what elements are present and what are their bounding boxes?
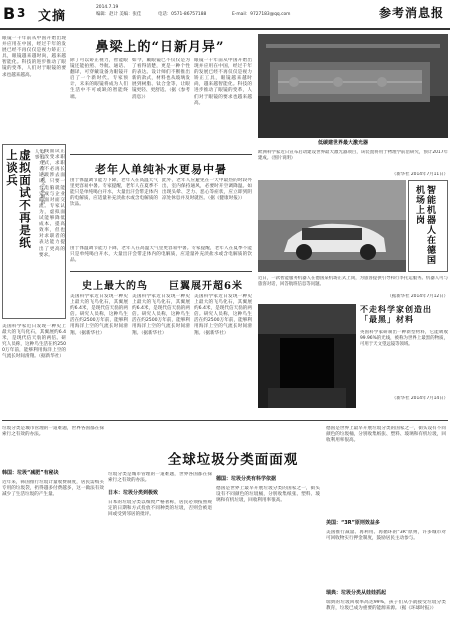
photo1-caption-title: 低碳建世界最大激光器 <box>318 140 369 146</box>
section-title: 文摘 <box>38 9 67 24</box>
story3-headline: 史上最大的鸟 <box>82 281 148 292</box>
story4-intro: 垃圾分类是城市管理的一道难题，世界各国都在探索行之有效的办法。 <box>108 472 212 484</box>
story4-headline: 全球垃圾分类面面观 <box>167 452 299 468</box>
story3-col0: 美国科学家近日发现一种史上最大的飞鸟化石，其翼展约6.4米，是现代信天翁的两倍。研究人员称，这种鸟生活在约2500万年前，能够利用海洋上空的气流长时间滑翔。（据新华社） <box>2 324 66 360</box>
story4-sub1: 日本：垃圾分类到极致 <box>108 490 159 496</box>
story2-body3: 由于体温调节能力下降，老年人在高温天气里更容易中暑。专家提醒，老年人在夏季不能只是单纯喝白开水，大量出汗会带走体内的电解质，应适量补充淡盐水或含电解质的饮品。 <box>70 246 252 264</box>
editor-line: 编辑：赵计 美编：张佳 <box>96 12 142 17</box>
story4-body-top: 德国是世界上最早开展垃圾分类的国家之一，街头设有不同颜色的垃圾桶，分别收集纸张、塑料、玻璃和有机垃圾，回收利用率很高。 <box>326 426 446 444</box>
story2-body1: 由于体温调节能力下降，老年人在高温天气里更容易中暑。专家提醒，老年人在夏季不能只是单纯喝白开水，大量出汗会带走体内的电解质，应适量补充淡盐水或含电解质的饮品。 <box>70 178 158 208</box>
sidebar-body: 在线面试正在改变求职方式，求职者不必再长途跋涉去面试，只要一台电脑就能完成与企业的面对面交流。专家认为，虚拟面试能够降低成本、提高效率，但也对求职者的表达能力提出了更高的要求。 <box>39 149 65 258</box>
sidebar-title-lead: 以往老年人或不起眼的人事 <box>34 149 45 205</box>
divider <box>70 271 252 272</box>
sidebar-box <box>2 144 66 319</box>
lower-left-subhead: 韩国：垃圾“减肥”有秘诀 <box>2 470 59 476</box>
story4-sub2: 德国：垃圾分类有科学依据 <box>216 476 277 482</box>
story4-sub3: 美国：“3R”原则效益多 <box>326 520 380 526</box>
photo2-caption: 近日，一款智能服务机器人在德国某机场正式上岗，为旅客提供引导和行李托运服务。机器人可与旅客对话，回答航班信息等问题。 <box>258 276 448 287</box>
robot-photo <box>258 180 406 272</box>
masthead <box>0 0 450 30</box>
photo1-caption: 欧洲科学家近日宣布启动建设世界最大激光器项目，该装置将用于物理学前沿研究，预计2017年建成。（图片说明） <box>258 150 448 161</box>
story4-body1: 日本的垃圾分类以细致严格著称，居民必须按照规定的日期和方式投放不同种类的垃圾，否则会被退回或受到邻居的批评。 <box>108 500 212 518</box>
divider <box>2 420 448 421</box>
story3-col1: 美国科学家近日发现一种史上最大的飞鸟化石，其翼展约6.4米，是现代信天翁的两倍。研究人员称，这种鸟生活在约2500万年前，能够利用海洋上空的气流长时间滑翔。（据新华社） <box>70 294 128 336</box>
story4-sub4: 瑞典：垃圾分类从娃娃抓起 <box>326 590 387 596</box>
story3-col3: 美国科学家近日发现一种史上最大的飞鸟化石，其翼展约6.4米，是现代信天翁的两倍。研究人员称，这种鸟生活在约2500万年前，能够利用海洋上空的气流长时间滑翔。（据新华社） <box>194 294 252 336</box>
email-line: E-mail：9727183@qq.com <box>232 12 291 17</box>
black-material-photo <box>258 304 356 408</box>
photo3-caption: 英国科学家研制出一种新型材料，它能吸收99.96%的光线，被称为世界上最黑的物质，可用于天文望远镜等领域。 <box>360 330 448 347</box>
story2-headline: 老年人单纯补水更易中暑 <box>95 163 227 176</box>
black-material-image <box>258 304 356 408</box>
story3-headline-2: 巨翼展开超6米 <box>169 281 243 292</box>
story1-col2: 除了可以矫正视力，智能眼镜还能拍照、导航、通话、翻译，可穿戴设备为眼镜开启了一个新时代。专家预计，未来的眼镜将成为人们生活中不可或缺的智能终端。 <box>70 58 128 100</box>
newspaper-brand: 参考消息报 <box>378 6 444 20</box>
page-digit: 3 <box>17 6 26 20</box>
photo1-source: （新华社 2014年7月11日） <box>391 172 448 177</box>
divider <box>70 154 252 155</box>
photo2-source: （据新华社 2014年7月12日） <box>387 294 448 299</box>
story4-body2: 德国是世界上最早开展垃圾分类的国家之一，街头设有不同颜色的垃圾桶，分别收集纸张、塑料、玻璃和有机垃圾，回收利用率很高。 <box>216 486 320 504</box>
laser-facility-photo <box>258 34 448 138</box>
story1-col4: 眼镜一千年前从中国开始出现并应用在中国，经过千年的发展已经不再仅仅是视力矫正工具，眼镜越来越时尚，越来越智能化。科技的进步推动了眼镜的变革，人们对于眼镜的要求也越来越高。 <box>194 58 252 106</box>
photo2-label-box <box>408 180 448 272</box>
laser-facility-image <box>258 34 448 138</box>
photo3-title: 不走科学家创造出「最黑」材料 <box>360 304 432 324</box>
robot-image <box>258 180 406 272</box>
lower-left-intro: 垃圾分类是城市管理的一道难题，世界各国都在探索行之有效的办法。 <box>2 426 104 438</box>
photo2-vertical-label: 智能机器人在德国机场上岗 <box>414 185 435 265</box>
story1-headline: 鼻梁上的“日新月异” <box>95 40 225 55</box>
issue-date: 2014.7.19 <box>96 5 119 10</box>
story4-body4: 瑞典的垃圾回收率高达99%，孩子们从小就接受垃圾分类教育，垃圾已成为重要的能源来源。（据《环球时报》） <box>326 600 446 612</box>
sidebar-vertical-title: 虚拟面试不再是纸上谈兵 <box>5 149 32 249</box>
page-letter: B <box>3 4 16 23</box>
story1-col1: 眼镜一千年前从中国开始出现并应用在中国，经过千年的发展已经不再仅仅是视力矫正工具，眼镜越来越时尚，越来越智能化。科技的进步推动了眼镜的变革，人们对于眼镜的要求也越来越高。 <box>2 36 66 78</box>
photo3-source: （新华社 2014年7月14日） <box>391 396 448 401</box>
phone-line: 电话：0571-86757188 <box>158 12 207 17</box>
story3-col2: 美国科学家近日发现一种史上最大的飞鸟化石，其翼展约6.4米，是现代信天翁的两倍。研究人员称，这种鸟生活在约2500万年前，能够利用海洋上空的气流长时间滑翔。（据新华社） <box>132 294 190 336</box>
story1-col3: 如今，戴眼镜已不仅仅是为了看得清楚，更是一种个性的表达。设计师们不断推出新的款式，材料也从玻璃发展到树脂、钛合金等，让眼镜更轻、更舒适。（据《参考消息》） <box>132 58 190 100</box>
lower-left-body: 近年来，韩国推行垃圾计量收费制度，居民需购买专用的垃圾袋，扔得越多付费越多，这一做法有效减少了生活垃圾的产生量。 <box>2 480 104 498</box>
story4-body3: 美国推行减量、再利用、再循环的“3R”原则，许多城市对可回收物实行押金制度，鼓励居民主动参与。 <box>326 530 446 542</box>
story2-body2: 此外，老年人应避免在一天中最热的时段外出，室内保持通风，必要时开空调降温。如出现头晕、乏力、恶心等症状，应立即到阴凉处休息并及时就医。（据《健康时报》） <box>162 178 252 202</box>
page-number <box>0 2 40 28</box>
